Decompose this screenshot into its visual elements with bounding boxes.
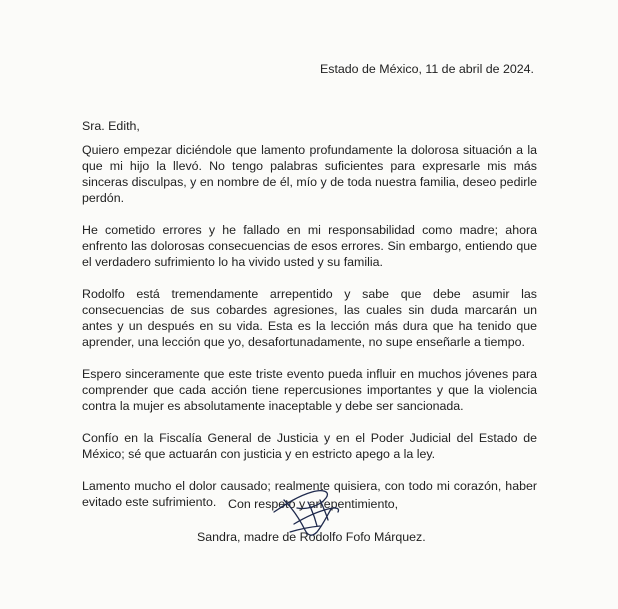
paragraph-regret: Lamento mucho el dolor causado; realmente quisiera, con todo mi corazón, haber evitado este sufrimiento. [82,479,537,509]
paragraph-apology: Quiero empezar diciéndole que lamento profundamente la dolorosa situación a la que mi hijo la llevó. No tengo palabras suficientes para expresarle mis más sinceras disculpas, y en nombre de él, mío y de toda nuestra familia, deseo pedirle perdón. [82,143,537,205]
paragraph-responsibility: He cometido errores y he fallado en mi responsabilidad como madre; ahora enfrento las dolorosas consecuencias de esos errores. Sin embargo, entiendo que el verdadero sufrimiento lo ha vivido usted y su familia. [82,223,537,269]
paragraph-trust: Confío en la Fiscalía General de Justicia y en el Poder Judicial del Estado de México; sé que actuarán con justicia y en estricto apego a la ley. [82,431,537,461]
date-line: Estado de México, 11 de abril de 2024. [320,62,534,76]
closing-line: Con respeto y arrepentimiento, [228,497,399,511]
letter-body [82,142,537,526]
paragraph-hope: Espero sinceramente que este triste evento pueda influir en muchos jóvenes para comprender que cada acción tiene repercusiones importantes y que la violencia contra la mujer es absolutamente inaceptable y debe ser sancionada. [82,367,537,413]
salutation: Sra. Edith, [82,119,140,133]
signature-name: Sandra, madre de Rodolfo Fofo Márquez. [197,530,426,544]
paragraph-rodolfo: Rodolfo está tremendamente arrepentido y sabe que debe asumir las consecuencias de sus cobardes agresiones, las cuales sin duda marcarán un antes y un después en su vida. Esta es la lección más dura que ha tenido que aprender, una lección que yo, desafortunadamente, no supe enseñarle a tiempo. [82,287,537,349]
